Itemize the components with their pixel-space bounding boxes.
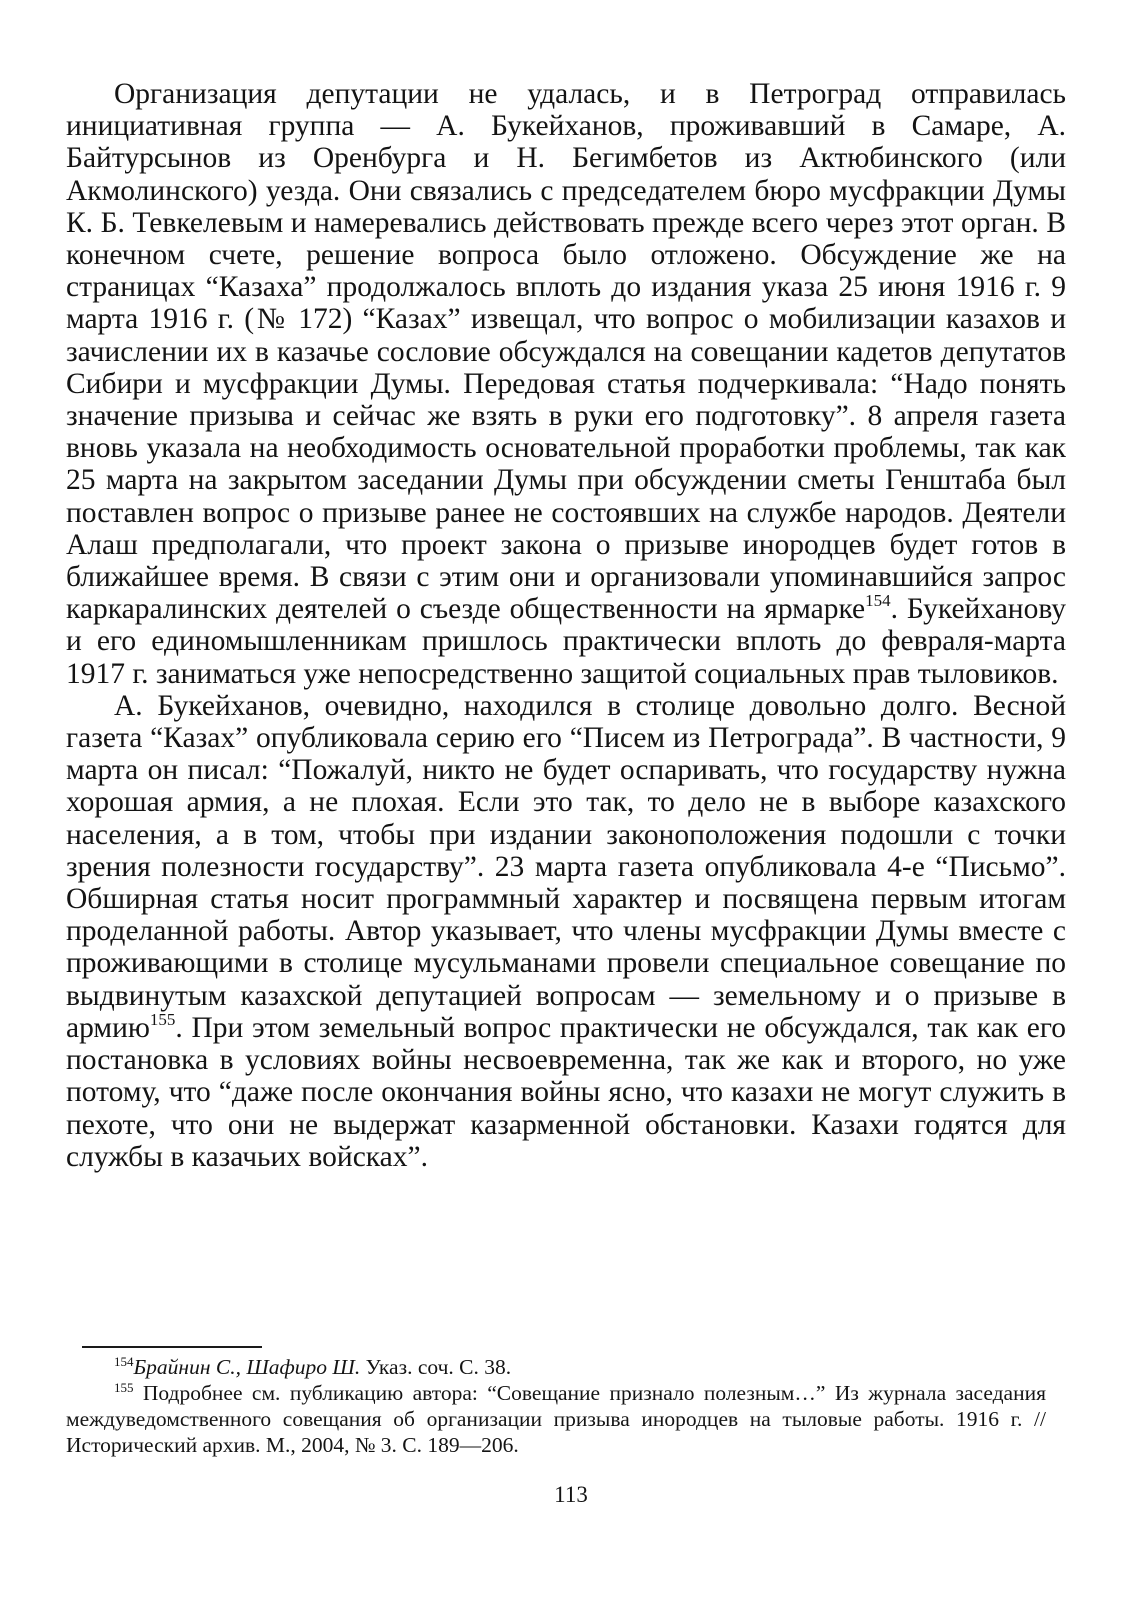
- footnotes: [66, 1354, 1046, 1458]
- paragraph-1: [66, 78, 1066, 690]
- page-content: [66, 78, 1066, 1173]
- paragraph-1-text-a: Организация депутации не удалась, и в Петроград отправилась инициативная группа — А. Букейханов, проживавший в Самаре, А. Байтурсынов из Оренбурга и Н. Бегимбетов из Актюбинского (или Акмолинского) уезда. Они связались с председателем бюро мусфракции Думы К. Б. Тевкелевым и намеревались действовать прежде всего через этот орган. В конечном счете, решение вопроса было отложено. Обсуждение же на страницах “Казаха” продолжалось вплоть до издания указа 25 июня 1916 г. 9 марта 1916 г. (№ 172) “Казах” извещал, что вопрос о мобилизации казахов и зачислении их в казачье сословие обсуждался на совещании кадетов депутатов Сибири и мусфракции Думы. Передовая статья подчеркивала: “Надо понять значение призыва и сейчас же взять в руки его подготовку”. 8 апреля газета вновь указала на необходимость основательной проработки проблемы, так как 25 марта на закрытом заседании Думы при обсуждении сметы Генштаба был поставлен вопрос о призыве ранее не состоявших на службе народов. Деятели Алаш предполагали, что проект закона о призыве инородцев будет готов в ближайшее время. В связи с этим они и организовали упоминавшийся запрос каркаралинских деятелей о съезде общественности на ярмарке: [66, 78, 1066, 626]
- footnote-155: [66, 1380, 1046, 1458]
- footnote-number: 154: [114, 1354, 134, 1369]
- footnote-154: [66, 1354, 1046, 1380]
- paragraph-1-text-b: . Букейханову и его единомышленникам пришлось практически вплоть до февраля-марта 1917 г. заниматься уже непосредственно защитой социальных прав тыловиков.: [66, 593, 1066, 690]
- footnote-divider: [82, 1346, 262, 1348]
- paragraph-2-text-b: . При этом земельный вопрос практически не обсуждался, так как его постановка в условиях войны несвоевременна, так же как и второго, но уже потому, что “даже после окончания войны ясно, что казахи не могут служить в пехоте, что они не выдержат казарменной обстановки. Казахи годятся для службы в казачьих войсках”.: [66, 1011, 1066, 1173]
- paragraph-2-text-a: А. Букейханов, очевидно, находился в столице довольно долго. Весной газета “Казах” опубликовала серию его “Писем из Петрограда”. В частности, 9 марта он писал: “Пожалуй, никто не будет оспаривать, что государству нужна хорошая армия, а не плохая. Если это так, то дело не в выборе казахского населения, а в том, чтобы при издании законоположения подошли с точки зрения полезности государству”. 23 марта газета опубликовала 4-е “Письмо”. Обширная статья носит программный характер и посвящена первым итогам проделанной работы. Автор указывает, что члены мусфракции Думы вместе с проживающими в столице мусульманами провели специальное совещание по выдвинутым казахской депутацией вопросам — земельному и о призыве в армию: [66, 689, 1066, 1044]
- footnote-ref-154[interactable]: 154: [865, 591, 891, 611]
- footnote-text: Указ. соч. С. 38.: [360, 1355, 512, 1379]
- footnote-number: 155: [114, 1380, 134, 1395]
- body-text: [66, 78, 1066, 1173]
- footnote-authors: Брайнин С., Шафиро Ш.: [133, 1355, 361, 1379]
- page-number: 113: [554, 1482, 588, 1507]
- footnote-text: Подробнее см. публикацию автора: “Совещание признало полезным…” Из журнала заседания междуведомственного совещания об организации призыва инородцев на тыловые работы. 1916 г. // Исторический архив. М., 2004, № 3. С. 189—206.: [66, 1381, 1046, 1457]
- paragraph-2: [66, 690, 1066, 1173]
- footnote-ref-155[interactable]: 155: [149, 1009, 176, 1029]
